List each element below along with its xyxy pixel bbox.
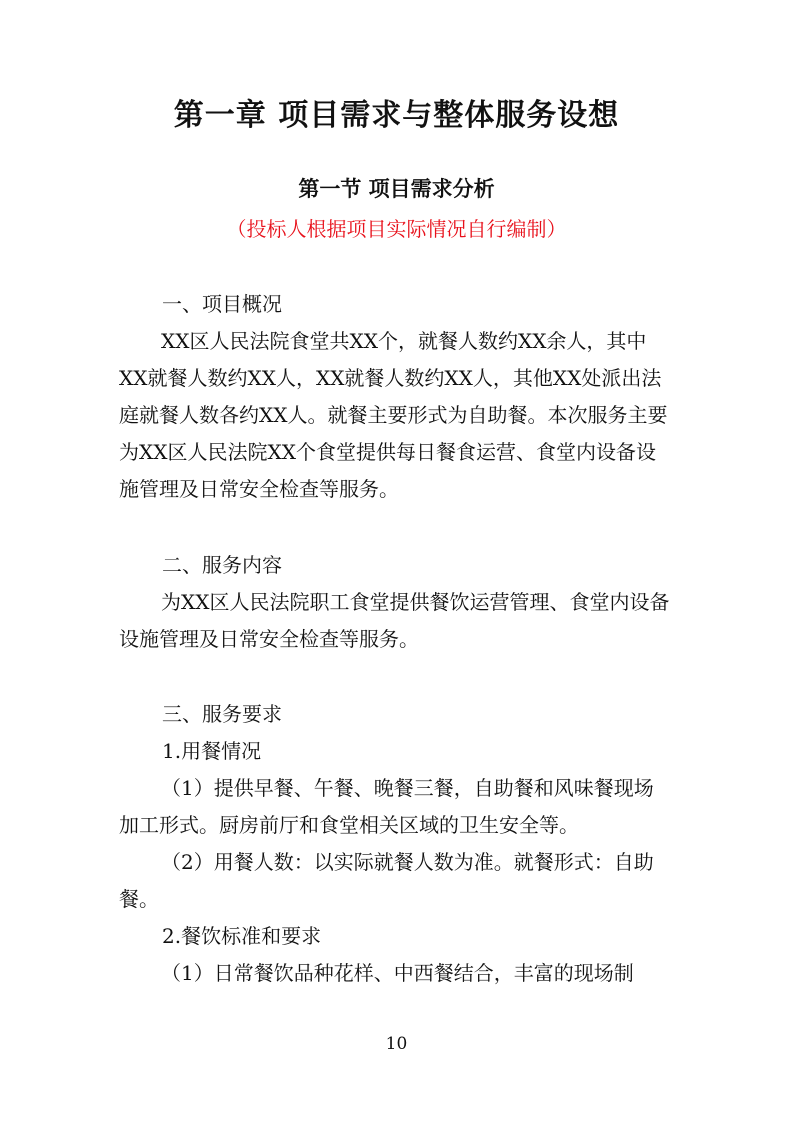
section-title: 第一节 项目需求分析 — [298, 177, 495, 201]
sub2-heading: 2.餐饮标准和要求 — [162, 924, 322, 948]
part2-heading: 二、服务内容 — [162, 553, 282, 577]
chapter-title: 第一章 项目需求与整体服务设想 — [173, 98, 620, 133]
sub2-item1: （1）日常餐饮品种花样、中西餐结合，丰富的现场制 — [161, 961, 634, 985]
sub1-heading: 1.用餐情况 — [162, 739, 262, 763]
page-number: 10 — [385, 1034, 408, 1054]
part1-heading: 一、项目概况 — [162, 292, 282, 316]
sub1-item1: （1）提供早餐、午餐、晚餐三餐，自助餐和风味餐现场加工形式。厨房前厅和食堂相关区域的卫生安全等。 — [119, 776, 654, 837]
part3-heading: 三、服务要求 — [162, 702, 282, 726]
section-note: （投标人根据项目实际情况自行编制） — [226, 217, 567, 241]
part2-paragraph: 为XX区人民法院职工食堂提供餐饮运营管理、食堂内设备设施管理及日常安全检查等服务。 — [119, 590, 670, 651]
sub1-item2: （2）用餐人数：以实际就餐人数为准。就餐形式：自助餐。 — [119, 850, 654, 911]
part1-paragraph: XX区人民法院食堂共XX个，就餐人数约XX余人，其中XX就餐人数约XX人，XX就餐人数约XX人，其他XX处派出法庭就餐人数各约XX人。就餐主要形式为自助餐。本次服务主要为XX区人民法院XX个食堂提供每日餐食运营、食堂内设备设施管理及日常安全检查等服务。 — [119, 329, 668, 501]
